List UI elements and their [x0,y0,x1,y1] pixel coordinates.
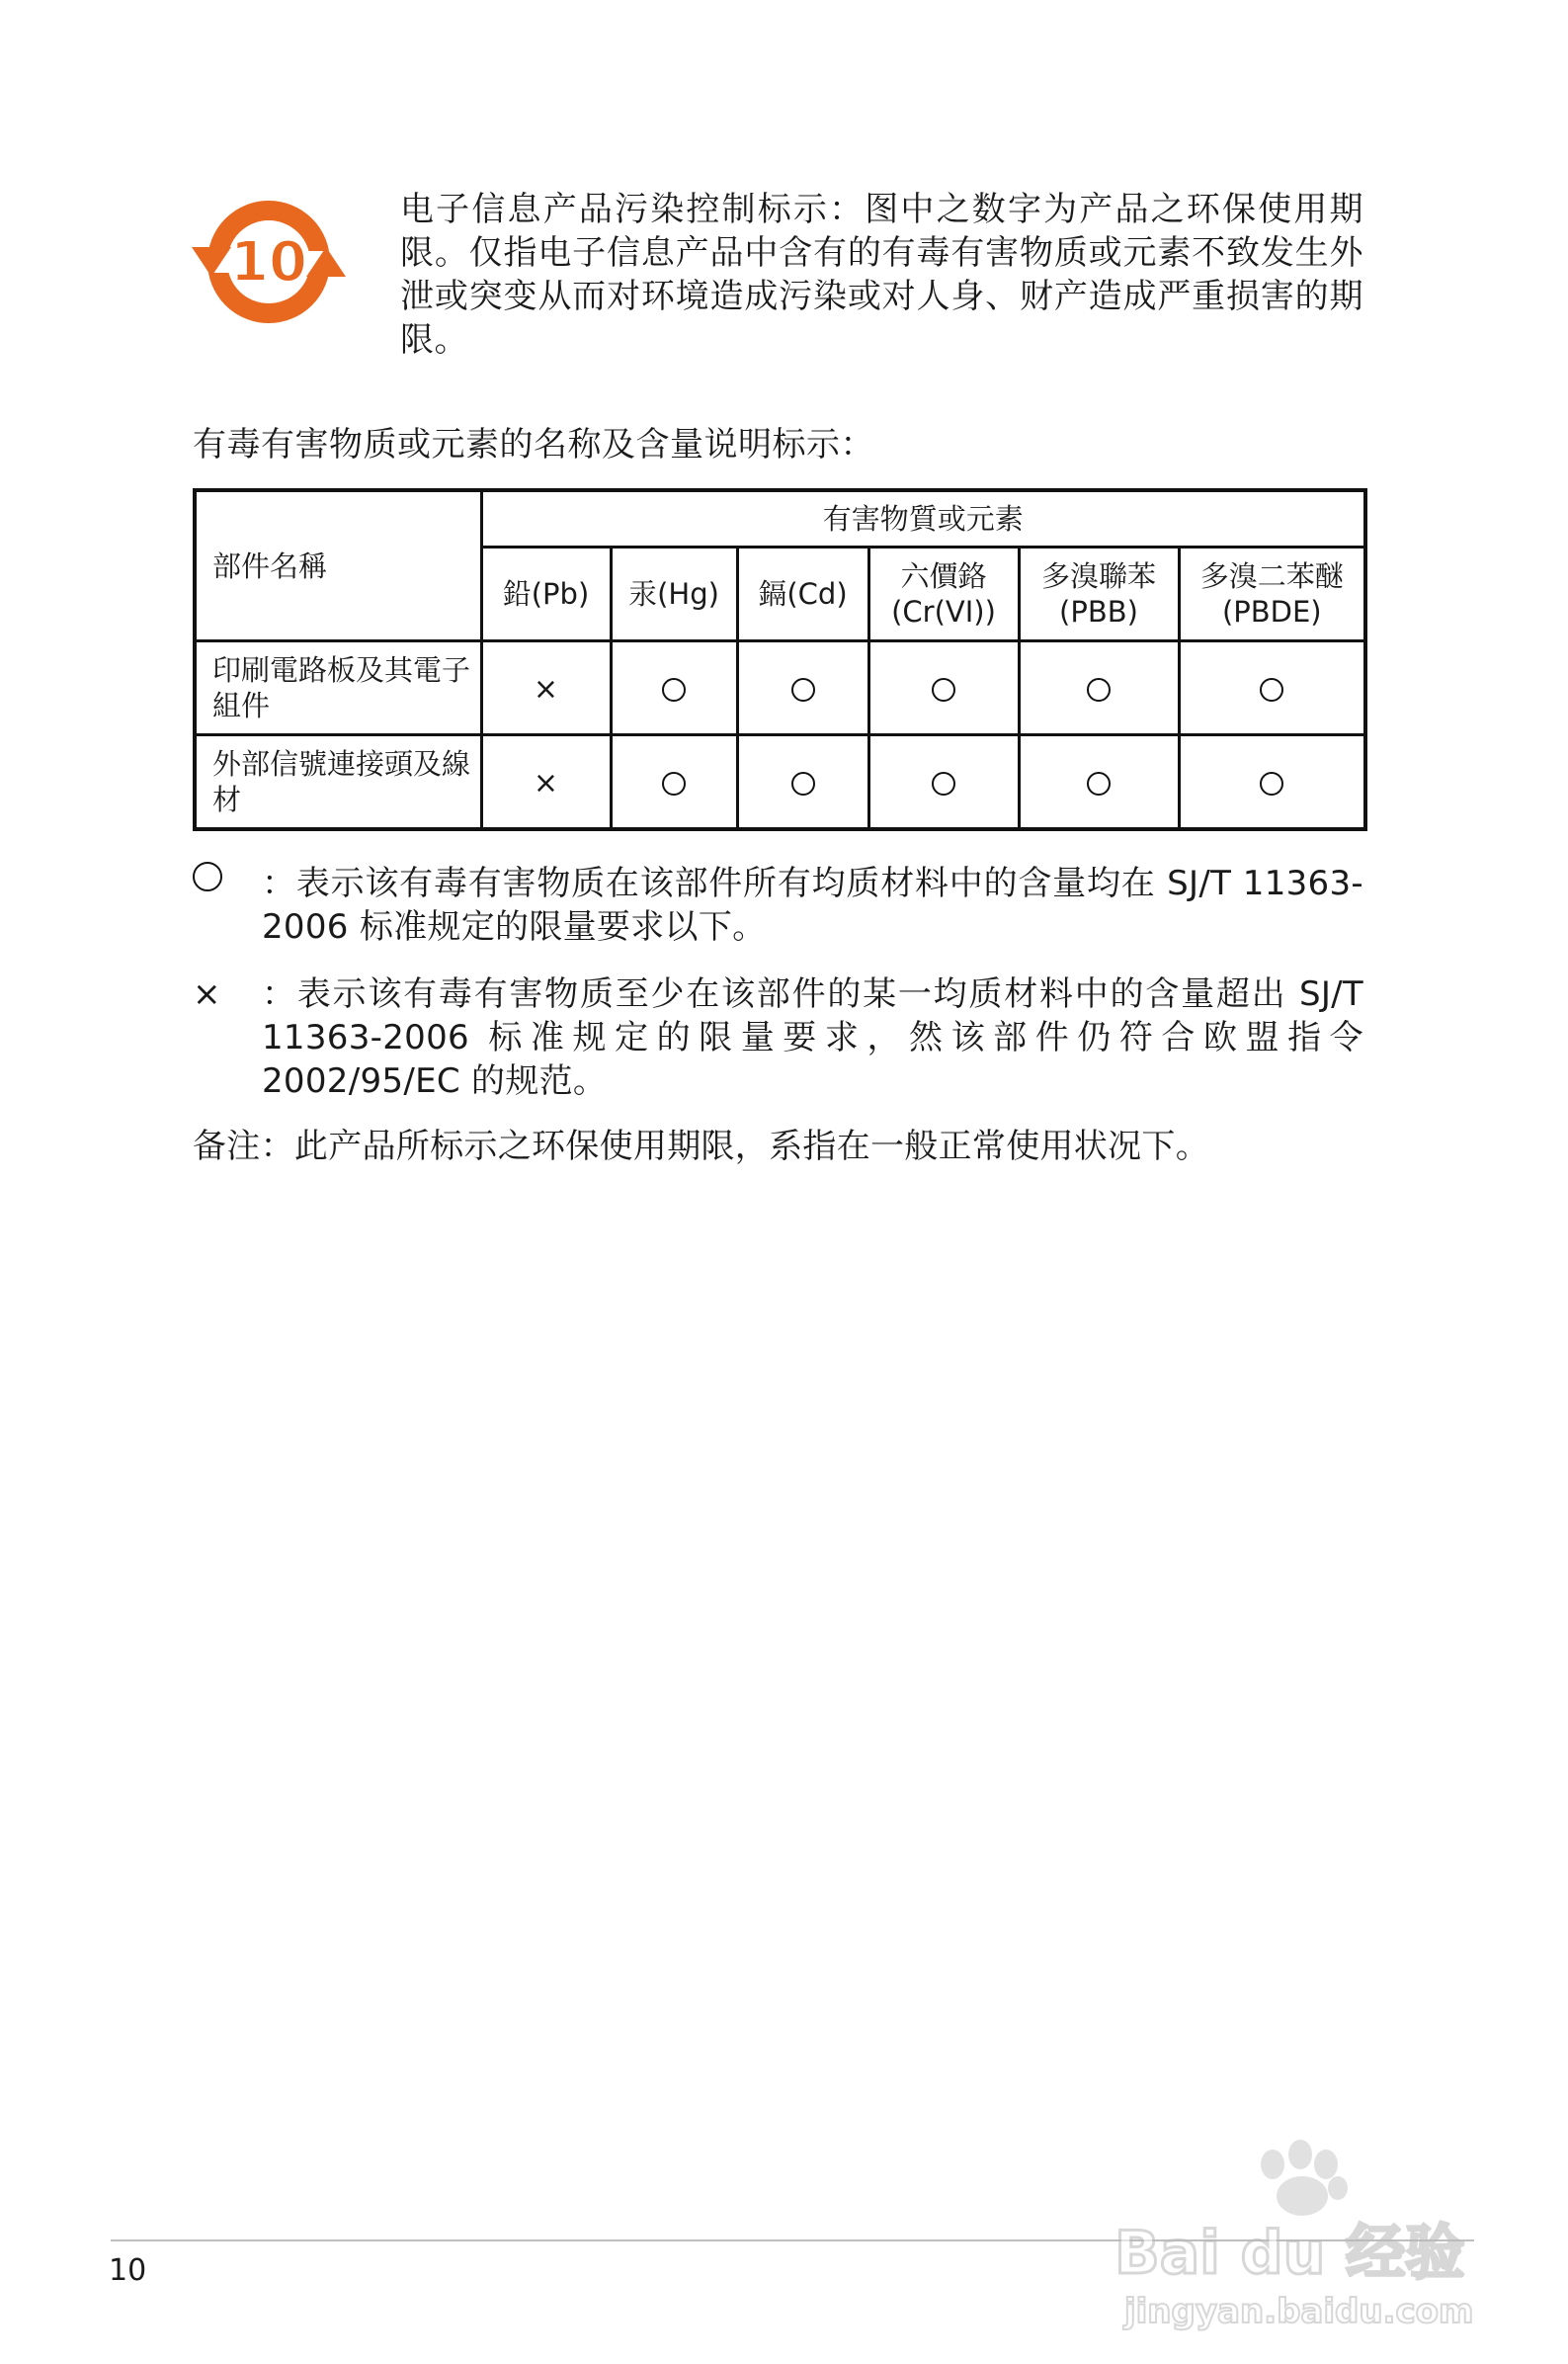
hazardous-substance-table [193,488,1367,831]
compliant-circle-icon [662,772,686,796]
substance-name: 多溴二苯醚 [1199,559,1344,593]
compliance-cell [868,641,1019,735]
exceeds-cross-icon: × [533,766,559,801]
substance-column-header [1019,548,1179,641]
compliant-circle-icon [1087,772,1111,796]
cross-note-text: ：表示该有毒有害物质至少在该部件的某一均质材料中的含量超出 SJ/T 11363-2006 标准规定的限量要求，然该部件仍符合欧盟指令 2002/95/EC 的规范。 [262,974,1363,1101]
paw-icon [1261,2140,1348,2216]
substance-name: 多溴聯苯 [1040,559,1156,593]
compliance-cell [1179,735,1365,830]
circle-symbol [193,862,264,891]
substance-name: 鎘(Cd) [758,577,848,611]
compliance-cell [1179,641,1365,735]
substance-name: 六價鉻 [900,559,987,593]
part-name: 外部信號連接頭及線材 [195,735,481,830]
substance-name: 鉛(Pb) [502,577,590,611]
substance-group-header: 有害物質或元素 [481,490,1365,548]
substance-formula: (PBDE) [1221,595,1322,629]
circle-note-text: ：表示该有毒有害物质在该部件所有均质材料中的含量均在 SJ/T 11363-2006 标准规定的限量要求以下。 [262,864,1363,947]
compliance-cell [481,735,611,830]
compliant-circle-icon [1087,678,1111,702]
substance-column-header [481,548,611,641]
baidu-watermark [1105,2125,1480,2332]
substance-column-header [868,548,1019,641]
substance-column-header [737,548,868,641]
cross-symbol: × [193,974,221,1014]
compliant-circle-icon [791,678,815,702]
compliance-cell [611,641,737,735]
table-heading: 有毒有害物质或元素的名称及含量说明标示： [193,425,874,464]
circle-note [193,862,1363,949]
compliance-cell [1019,735,1179,830]
compliance-cell [868,735,1019,830]
table-row [195,641,1365,735]
cross-note [193,972,1363,1103]
part-name: 印刷電路板及其電子組件 [195,641,481,735]
substance-column-header [1179,548,1365,641]
compliant-circle-icon [932,772,955,796]
substance-formula: (Cr(VI)) [891,595,996,629]
compliance-cell [481,641,611,735]
efup-logo [190,198,348,326]
compliance-cell [737,735,868,830]
compliant-circle-icon [1260,772,1283,796]
part-name-header: 部件名稱 [195,490,481,641]
exceeds-cross-icon: × [533,672,559,707]
table-row [195,735,1365,830]
substance-formula: (PBB) [1059,595,1138,629]
efup-number: 10 [230,230,307,295]
efup-description: 电子信息产品污染控制标示：图中之数字为产品之环保使用期限。仅指电子信息产品中含有的有毒有害物质或元素不致发生外泄或突变从而对环境造成污染或对人身、财产造成严重损害的期限。 [400,190,1363,360]
compliant-circle-icon [1260,678,1283,702]
page-number: 10 [109,2253,147,2288]
compliance-cell [611,735,737,830]
remark: 备注：此产品所标示之环保使用期限，系指在一般正常使用状况下。 [193,1127,1209,1166]
substance-name: 汞(Hg) [628,577,719,611]
compliant-circle-icon [791,772,815,796]
compliant-circle-icon [662,678,686,702]
compliance-cell [1019,641,1179,735]
compliant-circle-icon [932,678,955,702]
watermark-url: jingyan.baidu.com [1124,2292,1474,2331]
substance-column-header [611,548,737,641]
circle-icon [193,862,222,891]
compliance-cell [737,641,868,735]
watermark-brand: Bai du 经验 [1114,2219,1465,2288]
